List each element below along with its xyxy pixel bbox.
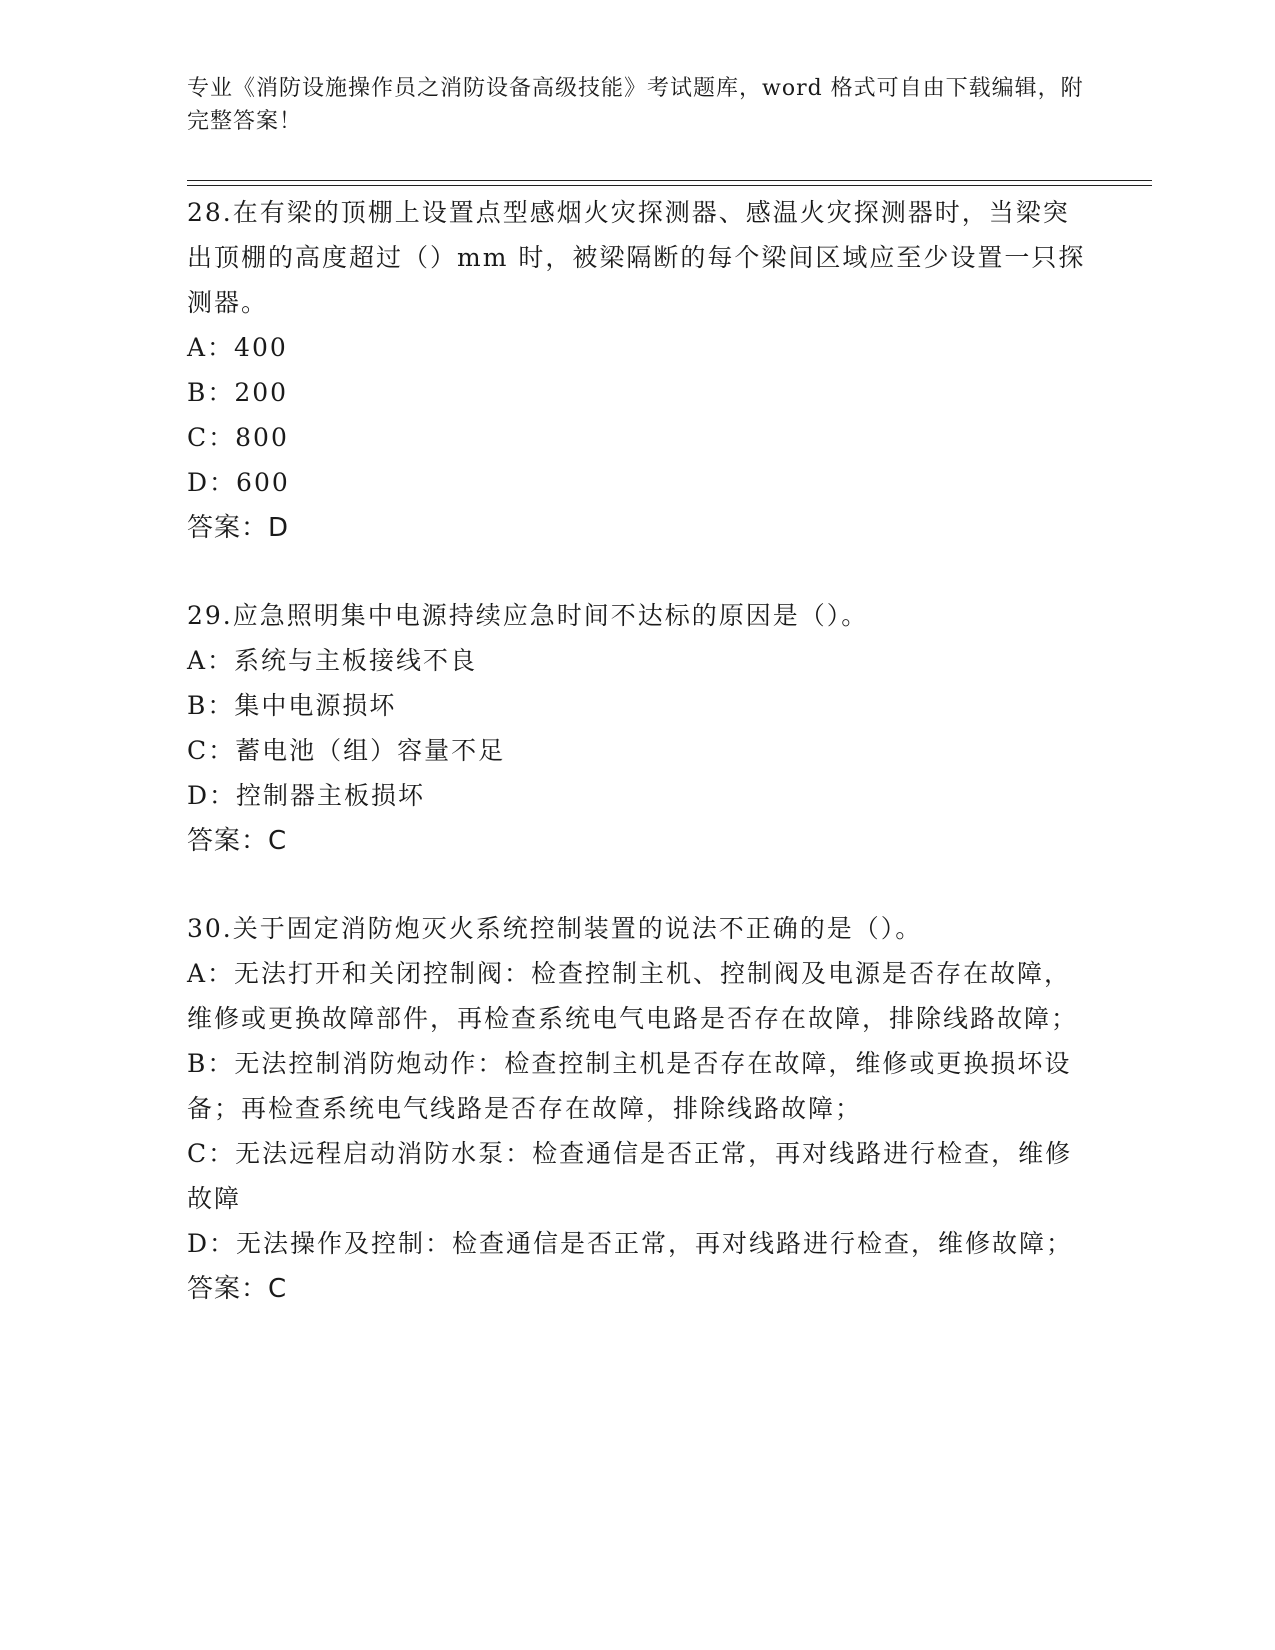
- option-d: D：600: [187, 468, 290, 497]
- option-c: C：无法远程启动消防水泵：检查通信是否正常，再对线路进行检查，维修故障: [187, 1139, 1073, 1213]
- question-stem: 28.在有梁的顶棚上设置点型感烟火灾探测器、感温火灾探测器时，当梁突出顶棚的高度超过（）mm 时，被梁隔断的每个梁间区域应至少设置一只探测器。: [187, 198, 1086, 317]
- answer-label: 答案：C: [187, 1274, 288, 1304]
- option-d: D：无法操作及控制：检查通信是否正常，再对线路进行检查，维修故障；: [187, 1229, 1074, 1258]
- option-a: A：系统与主板接线不良: [187, 646, 478, 675]
- header-divider-top: [187, 180, 1152, 181]
- document-header: 专业《消防设施操作员之消防设备高级技能》考试题库，word 格式可自由下载编辑，附完整答案！: [187, 76, 1084, 134]
- header-divider-bottom: [187, 185, 1152, 186]
- answer-label: 答案：C: [187, 826, 288, 856]
- option-c: C：800: [187, 423, 289, 452]
- option-a: A：无法打开和关闭控制阀：检查控制主机、控制阀及电源是否存在故障，维修或更换故障部件，再检查系统电气电路是否存在故障，排除线路故障；: [187, 959, 1079, 1033]
- question-29: [187, 593, 1087, 864]
- question-stem: 29.应急照明集中电源持续应急时间不达标的原因是（）。: [187, 601, 869, 630]
- option-b: B：200: [187, 378, 289, 407]
- option-b: B：无法控制消防炮动作：检查控制主机是否存在故障，维修或更换损坏设备；再检查系统电气线路是否存在故障，排除线路故障；: [187, 1049, 1072, 1123]
- answer-label: 答案：D: [187, 513, 290, 543]
- question-list: [187, 190, 1087, 1354]
- option-d: D：控制器主板损坏: [187, 781, 426, 810]
- question-30: [187, 906, 1087, 1312]
- question-stem: 30.关于固定消防炮灭火系统控制装置的说法不正确的是（）。: [187, 914, 923, 943]
- question-28: [187, 190, 1087, 551]
- option-c: C：蓄电池（组）容量不足: [187, 736, 506, 765]
- option-a: A：400: [187, 333, 288, 362]
- option-b: B：集中电源损坏: [187, 691, 397, 720]
